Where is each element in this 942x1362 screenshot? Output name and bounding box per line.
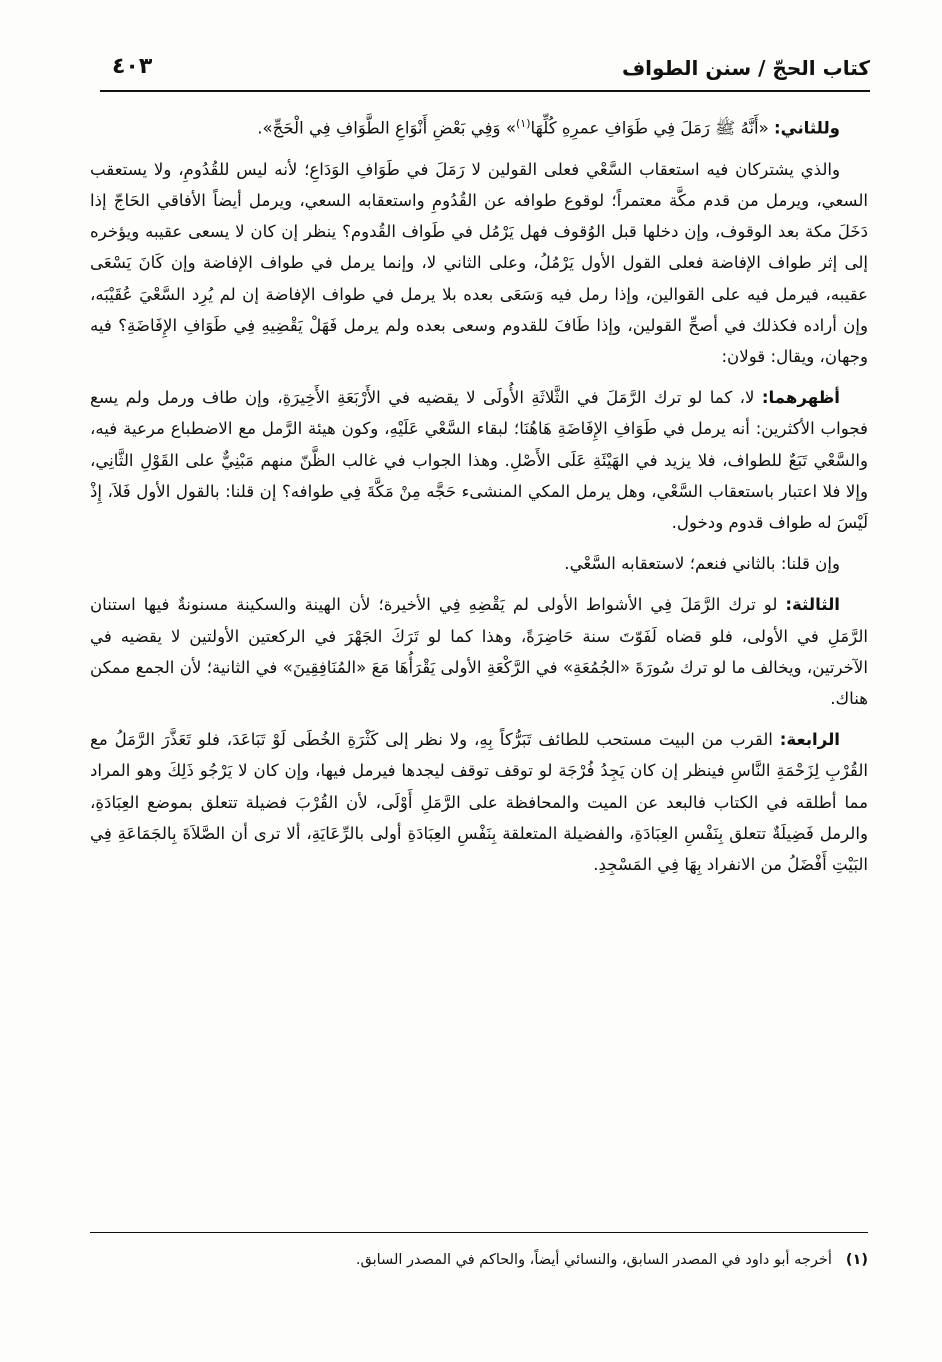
paragraph-lead: الثالثة: (785, 595, 840, 615)
page-number: ٤٠٣ (112, 54, 153, 79)
paragraph-most-apparent (90, 382, 868, 538)
paragraph-text: «أَنَّهُ ﷺ رَمَلَ فِي طَوَافِ عمرِهِ كُلِّهَا (530, 118, 775, 138)
paragraph-text: لو ترك الرَّمَلَ فِي الأشواط الأولى لم يَقْضِهِ فِي الأخيرة؛ لأن الهينة والسكينة مسنونةٌ فيها استنان الرَّمَلِ في الأولى، فلو قضاه لَفَوّتَ سنة حَاضِرَةً، وهذا كما لو تَرَكَ الجَهْرَ في الركعتين الأولتين لا يقضيه في الآخرتين، ويخالف ما لو ترك سُورَةَ «الجُمُعَةِ» في الرَّكْعَةِ الأولى يَقْرَأُهَا مَعَ «المُنَافِقِينَ» في الثانية؛ لأن الجمع ممكن هناك. (90, 595, 868, 708)
paragraph-shared-ruling (90, 154, 868, 372)
paragraph-text-cont: » وَفِي بَعْضِ أَنْوَاعِ الطَّوَافِ فِي الْحَجِّ». (257, 118, 516, 138)
paragraph-second-opinion (90, 108, 868, 144)
page-header (100, 52, 870, 94)
paragraph-text: والذي يشتركان فيه استعقاب السَّعْي فعلى القولين لا رَمَلَ في طَوَافِ الوَدَاعِ؛ لأنه ليس للقُدُومِ، ولا يستعقب السعي، ويرمل من قدم مكَّة معتمراً؛ لوقوع طوافه عن القُدُومِ واستعقابه السعي، ويرمل أيضاً الأفاقي الحَاجّ إذا دَخَلَ مكة بعد الوقوف، وإن دخلها قبل الوُقوف فهل يَرْمُل في طَواف القُدوم؟ ينظر إن كان لا يسعى عقيبه ويؤخره إلى إثر طواف الإفاضة فعلى القول الأول يَرْمُلُ، وعلى الثاني لا، وإنما يرمل في طواف الإفاضة وإن كَانَ يَسْعَى عقيبه، فيرمل فيه على القوالين، وإذا رمل فيه وَسَعَى بعده بلا يرمل في طواف الإفاضة إن لم يُرِد السَّعْيَ عُقَيْبَه، وإن أراده فكذلك في أصحِّ القولين، وإذا طَافَ للقدوم وسعى بعده ولم يرمل فَهَلْ يَقْضِيهِ فِي طَوَافِ الإِفَاضَةِ؟ فيه وجهان، ويقال: قولان: (90, 159, 868, 366)
main-text (90, 108, 868, 880)
footnote (90, 1248, 868, 1272)
footnote-mark: (١) (845, 1252, 868, 1268)
footnote-text: أخرجه أبو داود في المصدر السابق، والنسائي أيضاً، والحاكم في المصدر السابق. (355, 1252, 832, 1268)
footnote-ref: (١) (515, 117, 531, 130)
paragraph-third (90, 589, 868, 714)
paragraph-second-yes (90, 548, 868, 579)
running-title: كتاب الحجّ / سنن الطواف (621, 56, 870, 80)
paragraph-lead: الرابعة: (779, 730, 840, 750)
header-rule (100, 90, 870, 92)
paragraph-text: وإن قلنا: بالثاني فنعم؛ لاستعقابه السَّعْي. (564, 554, 840, 574)
paragraph-text: القرب من البيت مستحب للطائف تَبَرُّكاً بِهِ، ولا نظر إلى كَثْرَةِ الخُطَى لَوْ تَبَاعَدَ، فلو تَعَذَّرَ الرَّمَلُ مع القُرْبِ لِزَحْمَةِ النَّاسِ فينظر إن كان يَجِدُ فُرْجَة لو توقف توقف ليجدها فيرمل فيها، وإن كان لا يَرْجُو ذَلِكَ وهو المراد مما أطلقه في الكتاب فالبعد عن الميت والمحافظة على الرَّمَلِ أَوْلَى، لأن القُرْبَ فضيلة تتعلق بموضع العِبَادَةِ، والرمل فَضِيلَةٌ تتعلق بِنَفْسِ العِبَادَةِ، والفضيلة المتعلقة بِنَفْسِ العِبَادَةِ أولى بالرِّعَايَةِ، ألا ترى أن الصَّلاَةَ بِالجَمَاعَةِ فِي البَيْتِ أَفْضَلُ من الانفراد بِهَا فِي المَسْجِدِ. (90, 730, 868, 874)
paragraph-lead: وللثاني: (774, 118, 840, 138)
paragraph-lead: أظهرهما: (761, 388, 840, 408)
paragraph-fourth (90, 724, 868, 880)
paragraph-text: لا، كما لو ترك الرَّمَلَ في الثَّلاثَةِ الأُولَى لا يقضيه في الأَرْبَعَةِ الأَخِيرَةِ، وإن طاف ورمل ولم يسع فجواب الأكثرين: أنه يرمل في طَوَافِ الإِفَاضَةِ هَاهُنَا؛ لبقاء السَّعْي عَلَيْهِ، وكون هيئة الرَّمل مع الاضطباع مرعية فيه، والسَّعْي تَبَعٌ للطواف، فلا يزيد في الهَيْئَةِ عَلَى الأَصْلِ. وهذا الجواب في غالب الظَّنّ منهم مَبْنِيٌّ على القَوْلِ الثَّانِي، وإلا فلا اعتبار باستعقاب السَّعْي، وهل يرمل المكي المنشىء حَجَّه مِنْ مَكَّةَ فِي طوافه؟ إن قلنا: بالقول الأول فَلاَ، إِذْ لَيْسَ له طواف قدوم ودخول. (90, 388, 868, 532)
footnote-separator (90, 1232, 868, 1233)
